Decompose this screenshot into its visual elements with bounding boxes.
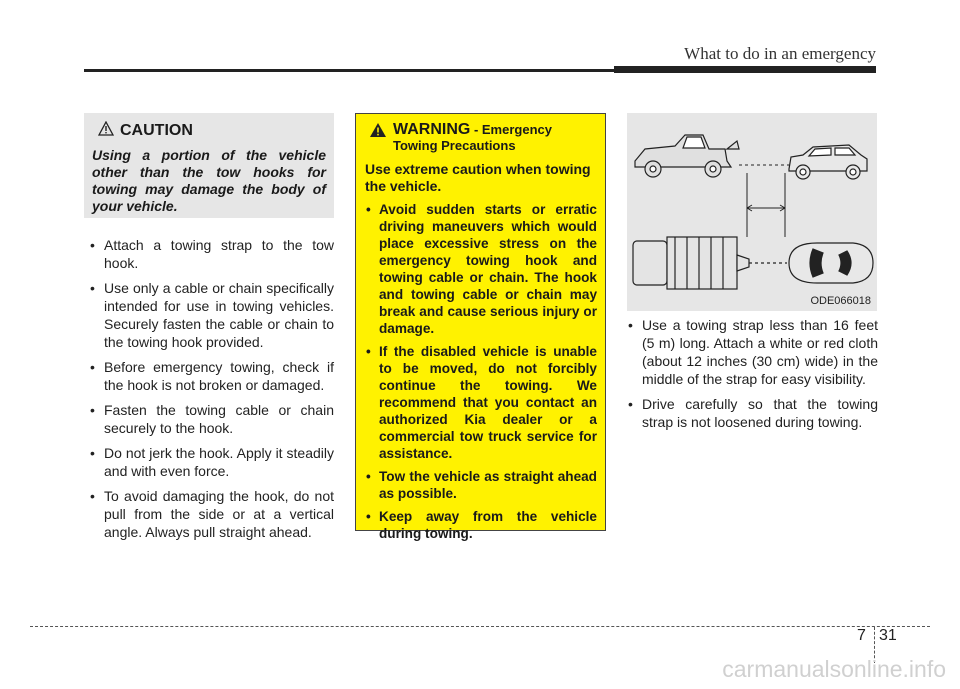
warning-title: WARNING - Emergency Towing Precautions: [393, 121, 552, 153]
right-instructions: [628, 316, 878, 438]
warning-item: • Avoid sudden starts or erratic driving maneuvers which would place excessive stress on the emergency towing hook and towing cable or chain. The hook and towing cable or chain may break and cause serious injury or damage.: [365, 201, 597, 337]
warning-item: • Keep away from the vehicle during towing.: [365, 508, 597, 542]
left-instructions: [90, 236, 334, 548]
figure-code: ODE066018: [810, 295, 871, 307]
caution-header: [98, 121, 326, 141]
tow-truck-top-icon: [633, 237, 787, 289]
caution-text: Using a portion of the vehicle other than the tow hooks for towing may damage the body of your vehicle.: [92, 147, 326, 214]
list-item: • Drive carefully so that the towing strap is not loosened during towing.: [628, 395, 878, 431]
chapter-number: 7: [857, 627, 866, 644]
watermark: carmanualsonline.info: [722, 656, 946, 682]
caution-title: CAUTION: [120, 122, 193, 139]
warning-triangle-icon: [369, 122, 387, 143]
towed-suv-side-icon: [789, 145, 867, 179]
tow-truck-icon: [635, 135, 739, 177]
list-item: • Attach a towing strap to the tow hook.: [90, 236, 334, 272]
warning-header: [369, 122, 597, 154]
header-rule-accent: [614, 66, 876, 73]
caution-box: [84, 113, 334, 218]
page-number: 31: [879, 627, 897, 644]
list-item: • Fasten the towing cable or chain securely to the hook.: [90, 401, 334, 437]
footer-rule: [30, 626, 930, 627]
warning-box: [355, 113, 606, 541]
towing-diagram: [627, 113, 877, 311]
list-item: • Use a towing strap less than 16 feet (5 m) long. Attach a white or red cloth (about 12 inches (30 cm) wide) in the middle of the strap for easy visibility.: [628, 316, 878, 388]
towed-sedan-top-icon: [789, 243, 873, 283]
list-item: • To avoid damaging the hook, do not pull from the side or at a vertical angle. Always pull straight ahead.: [90, 487, 334, 541]
page-header-title: What to do in an emergency: [684, 44, 876, 63]
warning-intro: Use extreme caution when towing the vehicle.: [365, 161, 591, 194]
list-item: • Do not jerk the hook. Apply it steadily and with even force.: [90, 444, 334, 480]
warning-item: • Tow the vehicle as straight ahead as possible.: [365, 468, 597, 502]
warning-item: • If the disabled vehicle is unable to be moved, do not forcibly continue the towing. We recommend that you contact an authorized Kia dealer or a commercial tow truck service for assistance.: [365, 343, 597, 462]
list-item: • Use only a cable or chain specifically intended for use in towing vehicles. Securely fasten the cable or chain to the towing hook provided.: [90, 279, 334, 351]
list-item: • Before emergency towing, check if the hook is not broken or damaged.: [90, 358, 334, 394]
distance-lines: [739, 165, 789, 237]
caution-triangle-icon: [98, 121, 114, 141]
towing-illustration: [627, 113, 877, 311]
